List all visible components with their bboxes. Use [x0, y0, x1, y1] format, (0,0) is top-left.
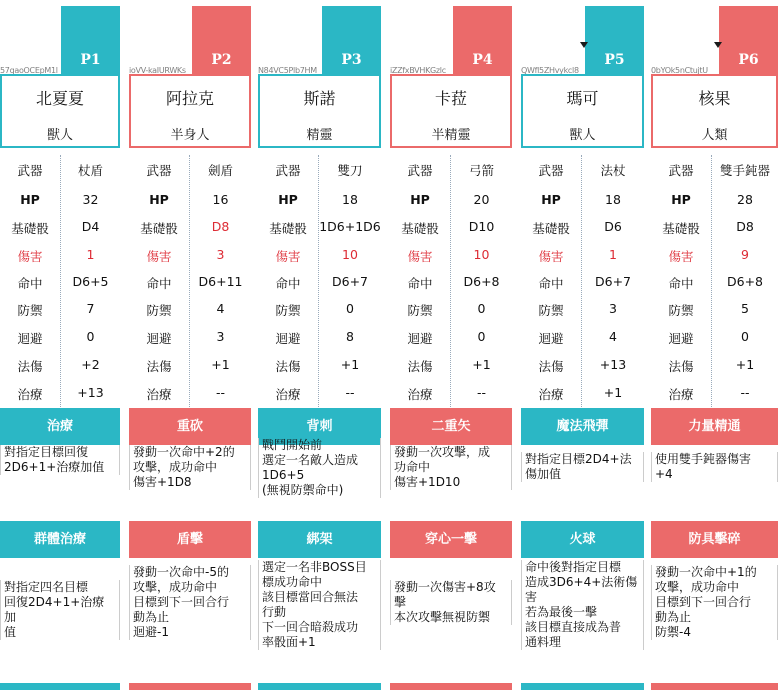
marker-triangle-icon — [714, 42, 722, 48]
stat-row — [521, 186, 644, 213]
stat-label: 傷害 — [668, 249, 694, 264]
skill-description-line: 造成3D6+4+法術傷 — [525, 575, 638, 589]
player-code: 57qaoOCEpM1l — [0, 66, 58, 75]
skill-description-line: 下一回合暗殺成功 — [262, 620, 359, 634]
skill-description — [521, 452, 644, 482]
skill-title: 背刺 — [258, 408, 381, 445]
stat-label: 命中 — [275, 276, 301, 291]
stat-label: 傷害 — [538, 249, 564, 264]
stat-label: 武器 — [407, 163, 433, 178]
skill-description-line: 選定一名敵人造成 — [262, 453, 359, 467]
stat-label: HP — [278, 192, 298, 207]
skill-description-line: 使用雙手鈍器傷害 — [655, 452, 752, 466]
stat-value: +1 — [472, 357, 491, 372]
stat-value: +2 — [81, 357, 100, 372]
stat-row — [129, 186, 251, 213]
skill-description-line: 發動一次攻擊，成 — [394, 445, 491, 459]
character-card — [0, 0, 120, 690]
skill-title: 二重矢 — [390, 408, 512, 445]
card-footer-bar — [521, 683, 644, 690]
stat-label: 防禦 — [668, 303, 694, 318]
stat-value: 8 — [346, 329, 354, 344]
stat-value: D8 — [211, 219, 230, 234]
stat-row — [521, 268, 644, 295]
stat-value: 0 — [477, 301, 486, 316]
skill-description-line: 行動 — [262, 605, 287, 619]
skill-description-line: 目標到下一回合行 — [655, 595, 752, 609]
stat-label: HP — [671, 192, 691, 207]
stat-value: 28 — [737, 192, 753, 207]
stat-value: 32 — [82, 192, 99, 207]
skill-description-line: 對指定目標回復 — [4, 445, 89, 459]
stat-label: 命中 — [17, 276, 43, 291]
stat-value: +1 — [735, 357, 755, 372]
stat-row — [651, 155, 778, 182]
skill-title: 力量精通 — [651, 408, 778, 445]
stat-value: D6+7 — [331, 274, 368, 289]
stat-label: 法傷 — [146, 359, 172, 374]
stat-value: D6+8 — [726, 274, 763, 289]
skill-description-line: 發動一次傷害+8攻 — [394, 580, 496, 594]
stat-value: 10 — [342, 247, 358, 262]
stat-row — [651, 379, 778, 406]
stat-row — [258, 155, 381, 182]
skill-title: 魔法飛彈 — [521, 408, 644, 445]
skill-description-line: 目標到下一回合行 — [133, 595, 230, 609]
skill-description-line: 發動一次命中+2的 — [133, 445, 235, 459]
stat-label: 治療 — [275, 387, 301, 402]
stat-row — [390, 379, 512, 406]
name-box — [258, 74, 381, 148]
name-box — [129, 74, 251, 148]
card-footer-bar — [258, 683, 381, 690]
stat-row — [651, 351, 778, 378]
stat-label: 基礎骰 — [269, 221, 307, 236]
stat-value: D10 — [468, 219, 495, 234]
character-name: 核果 — [698, 89, 731, 108]
stat-label: 迴避 — [146, 331, 172, 346]
stat-row — [651, 323, 778, 350]
stat-value: -- — [740, 385, 750, 400]
player-tab[interactable] — [719, 6, 778, 74]
stat-value: D6+11 — [198, 274, 243, 289]
skill-description-line: 率骰面+1 — [262, 635, 316, 649]
character-card — [390, 0, 512, 690]
stat-label: 法傷 — [407, 359, 433, 374]
stat-value: 0 — [741, 329, 749, 344]
stats-divider — [450, 155, 451, 407]
skill-description — [521, 560, 644, 650]
stat-row — [521, 351, 644, 378]
skill-title: 穿心一擊 — [390, 521, 512, 558]
skill-title: 火球 — [521, 521, 644, 558]
stat-row — [390, 213, 512, 240]
character-card — [258, 0, 381, 690]
player-code: ioVV-kaIURWKs — [129, 66, 186, 75]
skill-title: 盾擊 — [129, 521, 251, 558]
stats-divider — [581, 155, 582, 407]
character-race: 精靈 — [306, 128, 333, 143]
stat-label: 迴避 — [275, 331, 301, 346]
player-code: 0bYOk5nCtujtU — [651, 66, 708, 75]
character-race: 半精靈 — [431, 128, 471, 143]
stat-label: 武器 — [538, 163, 564, 178]
skill-description-line: 傷害+1D8 — [133, 475, 192, 489]
card-header — [258, 6, 381, 74]
stats-divider — [60, 155, 61, 407]
card-footer-bar — [0, 683, 120, 690]
skill-description — [129, 445, 251, 490]
stat-value: 弓箭 — [468, 163, 494, 178]
stat-label: 命中 — [407, 276, 433, 291]
skill-description-line: +4 — [655, 467, 673, 481]
stat-row — [651, 295, 778, 322]
skill-title: 防具擊碎 — [651, 521, 778, 558]
player-number: P2 — [211, 52, 232, 68]
skill-description — [390, 445, 512, 490]
stat-value: 法杖 — [600, 163, 626, 178]
skill-description-line: 動為止 — [133, 610, 170, 624]
stat-value: 20 — [473, 192, 490, 207]
stat-label: 迴避 — [407, 331, 433, 346]
stat-value: 3 — [609, 301, 617, 316]
skill-description — [651, 565, 778, 640]
stat-row — [651, 241, 778, 268]
stat-label: 法傷 — [275, 359, 301, 374]
stat-row — [390, 351, 512, 378]
stat-row — [129, 351, 251, 378]
stat-row — [129, 379, 251, 406]
stat-value: +13 — [599, 357, 627, 372]
stats-divider — [318, 155, 319, 407]
skill-description-line: 對指定四名目標 — [4, 580, 89, 594]
stat-value: 3 — [216, 329, 225, 344]
skill-description-line: 傷害+1D10 — [394, 475, 461, 489]
player-code: N84VC5Plb7HM — [258, 66, 317, 75]
stat-label: 迴避 — [538, 331, 564, 346]
stat-label: HP — [410, 192, 430, 207]
stat-value: D6 — [604, 219, 622, 234]
character-name: 瑪可 — [566, 89, 599, 108]
stat-row — [258, 186, 381, 213]
stats-divider — [711, 155, 712, 407]
stat-row — [390, 268, 512, 295]
stat-value: D6+5 — [72, 274, 109, 289]
stat-label: 法傷 — [538, 359, 564, 374]
stat-label: 防禦 — [538, 303, 564, 318]
stat-row — [521, 379, 644, 406]
skill-description-line: 攻擊，成功命中 — [133, 460, 218, 474]
stat-value: 0 — [346, 301, 354, 316]
character-name: 斯諾 — [303, 89, 336, 108]
card-header — [129, 6, 251, 74]
stat-row — [390, 155, 512, 182]
stat-row — [258, 268, 381, 295]
name-box — [0, 74, 120, 148]
stat-label: HP — [541, 192, 561, 207]
stat-value: 杖盾 — [77, 163, 103, 178]
character-name: 阿拉克 — [165, 89, 214, 108]
name-box — [390, 74, 512, 148]
skill-description-line: 傷加值 — [525, 467, 562, 481]
stat-value: 1D6+1D6 — [319, 219, 381, 234]
stat-value: 0 — [477, 329, 486, 344]
stat-row — [651, 186, 778, 213]
skill-description-line: 1D6+5 — [262, 468, 305, 482]
stat-row — [258, 379, 381, 406]
stat-value: 16 — [212, 192, 229, 207]
stat-row — [651, 268, 778, 295]
stat-value: 1 — [609, 247, 617, 262]
skill-description-line: 該目標當回合無法 — [262, 590, 359, 604]
stat-value: 5 — [741, 301, 749, 316]
skill-description — [651, 452, 778, 482]
character-card — [651, 0, 778, 690]
stat-row — [129, 323, 251, 350]
skill-description — [258, 438, 381, 498]
character-race: 人類 — [701, 128, 728, 143]
character-name: 北夏夏 — [35, 89, 84, 108]
skill-description-line: 對指定目標2D4+法 — [525, 452, 632, 466]
stat-label: 法傷 — [17, 359, 43, 374]
stat-label: 治療 — [538, 387, 564, 402]
character-card — [129, 0, 251, 690]
stat-row — [258, 241, 381, 268]
skill-description-line: 害 — [525, 590, 538, 604]
skill-description-line: 動為止 — [655, 610, 692, 624]
stat-label: 治療 — [407, 387, 433, 402]
stat-value: D6+7 — [594, 274, 631, 289]
stat-value: 0 — [86, 329, 95, 344]
skill-description — [129, 565, 251, 640]
stat-row — [390, 295, 512, 322]
stat-label: 武器 — [275, 163, 301, 178]
stat-value: +1 — [340, 357, 360, 372]
skill-description-line: 攻擊，成功命中 — [655, 580, 740, 594]
skill-description — [390, 580, 512, 625]
skill-description-line: 該目標直接成為普 — [525, 620, 622, 634]
skill-description-line: 2D6+1+治療加值 — [4, 460, 105, 474]
skill-title: 群體治療 — [0, 521, 120, 558]
stat-row — [390, 241, 512, 268]
player-code: iZZfxBVHKGzlc — [390, 66, 446, 75]
character-name: 卡菈 — [434, 89, 467, 108]
stat-label: 武器 — [668, 163, 694, 178]
card-header — [390, 6, 512, 74]
player-tab[interactable] — [61, 6, 120, 74]
skill-description-line: 發動一次命中+1的 — [655, 565, 757, 579]
stat-row — [390, 186, 512, 213]
card-footer-bar — [129, 683, 251, 690]
stat-value: +1 — [211, 357, 230, 372]
stat-row — [258, 351, 381, 378]
stat-label: 治療 — [146, 387, 172, 402]
stat-label: 基礎骰 — [662, 221, 700, 236]
stat-row — [258, 295, 381, 322]
stat-label: 命中 — [146, 276, 172, 291]
stat-label: 基礎骰 — [401, 221, 439, 236]
stat-label: 治療 — [668, 387, 694, 402]
stat-label: 防禦 — [407, 303, 433, 318]
player-number: P6 — [738, 52, 759, 68]
player-number: P3 — [341, 52, 362, 68]
player-number: P1 — [80, 52, 101, 68]
stats-divider — [189, 155, 190, 407]
skill-description-line: 功命中 — [394, 460, 431, 474]
skill-description — [0, 445, 120, 475]
stat-row — [258, 323, 381, 350]
skill-description-line: 本次攻擊無視防禦 — [394, 610, 491, 624]
stat-label: HP — [149, 192, 169, 207]
card-header — [651, 6, 778, 74]
stat-label: 命中 — [538, 276, 564, 291]
stat-label: 傷害 — [407, 249, 433, 264]
player-tab[interactable] — [192, 6, 251, 74]
stat-label: 防禦 — [17, 303, 43, 318]
stat-row — [390, 323, 512, 350]
skill-description-line: 選定一名非BOSS目 — [262, 560, 367, 574]
stat-value: 雙手鈍器 — [719, 163, 770, 178]
stat-value: 10 — [473, 247, 490, 262]
skill-description-line: 攻擊，成功命中 — [133, 580, 218, 594]
stat-label: 傷害 — [17, 249, 43, 264]
player-tab[interactable] — [322, 6, 381, 74]
player-number: P4 — [472, 52, 493, 68]
skill-title: 綁架 — [258, 521, 381, 558]
stat-row — [521, 241, 644, 268]
stat-label: 基礎骰 — [140, 221, 178, 236]
stat-row — [129, 155, 251, 182]
name-box — [521, 74, 644, 148]
skill-title: 治療 — [0, 408, 120, 445]
stat-row — [129, 295, 251, 322]
skill-description-line: 擊 — [394, 595, 407, 609]
skill-description-line: 防禦-4 — [655, 625, 691, 639]
stat-label: HP — [20, 192, 40, 207]
stat-value: 9 — [741, 247, 749, 262]
player-code: QWfl5ZHvykcl8 — [521, 66, 579, 75]
stat-label: 治療 — [17, 387, 43, 402]
stat-value: 3 — [216, 247, 225, 262]
skill-description-line: 命中後對指定目標 — [525, 560, 622, 574]
skill-description-line: (無視防禦命中) — [262, 483, 344, 497]
card-footer-bar — [390, 683, 512, 690]
stat-value: -- — [476, 385, 487, 400]
stat-label: 基礎骰 — [532, 221, 570, 236]
stat-value: D8 — [736, 219, 754, 234]
stat-label: 法傷 — [668, 359, 694, 374]
character-race: 獸人 — [569, 128, 596, 143]
stat-label: 傷害 — [146, 249, 172, 264]
skill-description — [0, 580, 120, 640]
stat-value: 7 — [86, 301, 95, 316]
stat-label: 迴避 — [17, 331, 43, 346]
stat-value: D6+8 — [463, 274, 500, 289]
stat-label: 防禦 — [146, 303, 172, 318]
stat-value: 18 — [605, 192, 621, 207]
stat-row — [129, 268, 251, 295]
skill-description-line: 標成功命中 — [262, 575, 323, 589]
stat-label: 迴避 — [668, 331, 694, 346]
skill-description-line: 迴避-1 — [133, 625, 169, 639]
stat-value: +13 — [77, 385, 104, 400]
stat-row — [521, 213, 644, 240]
stat-label: 命中 — [668, 276, 694, 291]
skill-description — [258, 560, 381, 650]
skill-description-line: 值 — [4, 625, 17, 639]
skill-title: 重砍 — [129, 408, 251, 445]
stat-label: 防禦 — [275, 303, 301, 318]
player-number: P5 — [604, 52, 625, 68]
card-footer-bar — [651, 683, 778, 690]
character-race: 獸人 — [46, 128, 73, 143]
stat-row — [521, 295, 644, 322]
stat-row — [129, 241, 251, 268]
stat-row — [521, 323, 644, 350]
skill-description-line: 戰鬥開始前 — [262, 438, 323, 452]
skill-description-line: 若為最後一擊 — [525, 605, 598, 619]
name-box — [651, 74, 778, 148]
stat-value: 雙刀 — [337, 163, 363, 178]
marker-triangle-icon — [580, 42, 588, 48]
card-header — [521, 6, 644, 74]
player-tab[interactable] — [453, 6, 512, 74]
stat-value: -- — [215, 385, 226, 400]
card-header — [0, 6, 120, 74]
stat-row — [651, 213, 778, 240]
stat-value: 4 — [609, 329, 617, 344]
player-tab[interactable] — [585, 6, 644, 74]
skill-description-line: 通料理 — [525, 635, 562, 649]
stat-label: 傷害 — [275, 249, 301, 264]
stat-row — [129, 213, 251, 240]
stat-value: -- — [345, 385, 355, 400]
stat-value: +1 — [603, 385, 623, 400]
skill-description-line: 回復2D4+1+治療加 — [4, 595, 105, 624]
stat-label: 基礎骰 — [11, 221, 49, 236]
stat-row — [258, 213, 381, 240]
character-race: 半身人 — [170, 128, 210, 143]
stat-value: 劍盾 — [207, 163, 233, 178]
stat-value: 18 — [342, 192, 358, 207]
stat-label: 武器 — [146, 163, 172, 178]
stat-value: 1 — [86, 247, 95, 262]
stat-label: 武器 — [17, 163, 43, 178]
stat-value: D4 — [81, 219, 100, 234]
skill-description-line: 發動一次命中-5的 — [133, 565, 229, 579]
stat-row — [521, 155, 644, 182]
stat-value: 4 — [216, 301, 225, 316]
character-card — [521, 0, 644, 690]
